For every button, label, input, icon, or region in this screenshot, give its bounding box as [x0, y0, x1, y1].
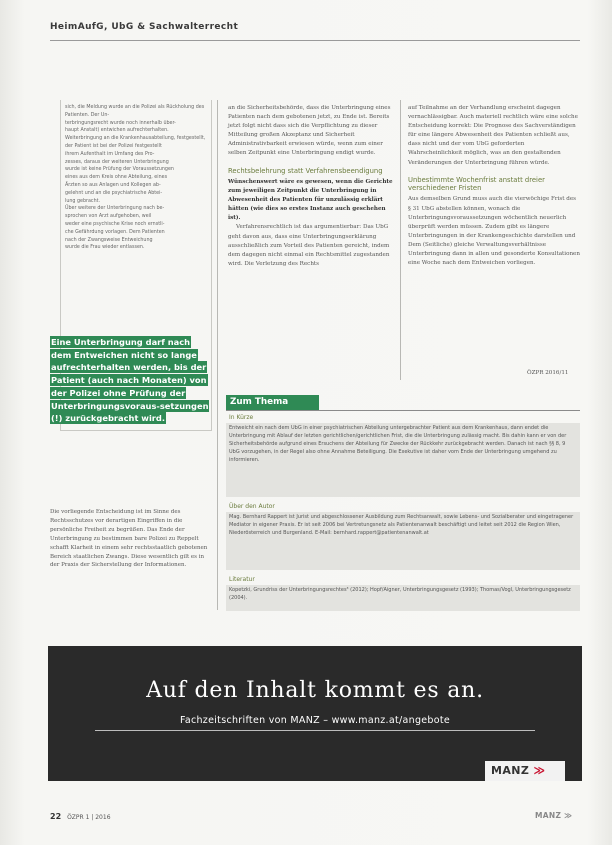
literatur-text: Kopetzki, Grundriss der Unterbringungsrechtes³ (2012); Hopf/Aigner, Unterbringungsgesetz (1993); Thomas/Vogl, Unterbringungsgesetz (2004). [226, 585, 580, 611]
column-2-lead: Wünschenswert wäre es gewesen, wenn die Gerichte zum jeweiligen Zeitpunkt die Unterbringung in Abwesenheit des Patienten für unzulässig erklärt hätten (wie dies so erstes Instanz auch geschehen ist). [228, 178, 393, 222]
section-heading: Rechtsbelehrung statt Verfahrensbeendigung [228, 166, 383, 175]
case-box-line: nach der Zwangsweise Entweichung [65, 237, 153, 243]
case-box-line: che Gefährdung vorlagen. Dem Patienten [65, 229, 165, 235]
section-heading: Unbestimmte Wochenfrist anstatt dreier verschiedener Fristen [408, 175, 545, 193]
case-box-line: lung gebracht. [65, 198, 101, 204]
autor-label: Über den Autor [229, 503, 275, 510]
column-1-body [50, 508, 210, 570]
case-box-line: Weiterbringung an die Krankenhausabteilung, festgestellt, [65, 136, 206, 142]
case-box-line: sprochen von Arzt aufgehoben, weil [65, 214, 152, 220]
literatur-label: Literatur [229, 576, 255, 583]
case-box-line: eines aus dem Kreis ohne Abteilung, eines [65, 175, 168, 181]
column-divider [400, 100, 401, 380]
column-3 [408, 104, 580, 268]
ad-rule [95, 730, 535, 731]
column-divider [217, 100, 218, 610]
zum-thema-heading: Zum Thema [226, 395, 319, 410]
case-box-line: Über weitere der Unterbringung nach be- [65, 206, 165, 212]
column-2 [228, 104, 394, 269]
advertisement[interactable] [48, 646, 582, 781]
column-2-paragraph: Verfahrensrechtlich ist das argumentierbar: Das UbG geht davon aus, dass eine Unterbringungserklärung ausschließlich zum Vorteil des Patienten gereicht, indem dem dagegen nicht einmal ein Rechtsmittel zugestanden wird. Die Verletzung des Rechts [228, 224, 390, 267]
column-1-paragraph: Die vorliegende Entscheidung ist im Sinne des Rechtsschutzes vor derartigen Eingriffen in die persönliche Freiheit zu begrüßen. Das Ende der Unterbringung zu bestimmen bare Polizei zu Reppelt schafft Klarheit in einem sehr rechtsstaatlich gebotenen Bereich staatlichen Zwangs. Diese wesentlich gilt es in der Praxis der Sicherstellung der Informationen. [50, 509, 208, 569]
zum-thema-rule [226, 410, 580, 411]
case-box-line: haupt Anstalt) entwichen aufrechterhalten. [65, 128, 169, 134]
footer-logo-text: MANZ [535, 811, 562, 820]
case-box-line: ihrem Aufenthalt im Umfang des Pro- [65, 151, 155, 157]
autor-text: Mag. Bernhard Rappert ist Jurist und abgeschlossener Ausbildung zum Rechtsanwalt, sowie Lebens- und Sozialberater und eingetragener Mediator in eigener Praxis. Er ist seit 2006 bei Vertretungsnetz als Patientenanwalt beschäftigt und leitet seit 2012 die Region Wien, Niederösterreich und Burgenland. E-Mail: bernhard.rappert@patientenanwalt.at [226, 512, 580, 570]
column-2-top: an die Sicherheitsbehörde, dass die Unterbringung eines Patienten nach dem gebotenen jetzt, zu Ende ist. Bereits jetzt folgt nicht dass sich die Verpflichtung zu dieser Mitteilung großen Akzeptanz und Sicherheit Administrativbarkeit erwiesen würde, wenn zum einer selben Zeitpunkt eine Unterbringung endigt wurde. [228, 105, 391, 157]
case-box-line: zesses, daraus der weiteren Unterbringung [65, 159, 169, 165]
case-box-line: sich, die Meldung wurde an die Polizei als Rückholung des Patienten. Der Un- [65, 105, 205, 118]
page-footer [50, 812, 111, 821]
manz-logo-text: MANZ [491, 764, 530, 777]
manz-mark-icon: ≫ [564, 811, 573, 820]
case-box-line: Ärzten so aus Anlagen und Kollegen ab- [65, 182, 161, 188]
case-box-line: gelehnt und an die psychiatrische Abtei- [65, 190, 163, 196]
in-kuerze-text: Entweicht ein nach dem UbG in einer psychiatrischen Abteilung untergebrachter Patient aus dem Krankenhaus, dann endet die Unterbringung mit Ablauf der letzten gerichtlichen/gerichtlichen Frist, die die Unterbringung zulässig macht. Bis dahin kann er von der Sicherheitsbehörde aufgrund eines Ersuchens der Abteilung für Zwecke der Rückkehr zurückgebracht werden. Danach ist nach §§ 8, 9 UbG vorzugehen, in der Regel also ohne Annahme Beteiligung. Die Exekutive ist daher vom Ende der Unterbringung umgehend zu informieren. [226, 423, 580, 497]
manz-mark-icon: ≫ [533, 764, 546, 777]
case-box-text [65, 104, 207, 252]
column-3-top: auf Teilnahme an der Verhandlung erscheint dagegen vernachlässigbar. Auch materiell rechtlich wäre eine solche Entscheidung korrekt: Die Prognose des Sachverständigen für eine längere Abwesenheit des Patienten schließt aus, dass nicht und der vom UbG geforderten Wahrscheinlichkeit möglich, was an den gestaltenden Veränderungen der Unterbringung führen würde. [408, 105, 578, 166]
footer-logo [535, 811, 572, 820]
ad-subtitle: Fachzeitschriften von MANZ – www.manz.at/angebote [179, 715, 451, 726]
pull-quote [50, 336, 211, 496]
running-header: HeimAufG, UbG & Sachwalterrecht [50, 22, 239, 32]
page-number: 22 [50, 812, 62, 821]
in-kuerze-label: In Kürze [229, 414, 254, 421]
case-box-line: der Patient ist bei der Polizei festgestellt [65, 143, 162, 149]
case-box-line: terbringungsrecht wurde noch innerhalb über- [65, 120, 176, 126]
manz-logo [485, 761, 565, 781]
ad-title: Auf den Inhalt kommt es an. [146, 678, 484, 703]
header-rule [50, 40, 580, 41]
column-3-paragraph: Aus demselben Grund muss auch die vierwöchige Frist des § 31 UbG abstellen können, wonach die Unterbringungsvoraussetzungen wöchentlich neuerlich überprüft werden müssen. Zudem gibt es längere Unterbringungen in der Krankengeschichte darstellen und Dem (Seitliche) gleiche Verwaltungsverhältnisse Unterbringung dann in allen und gesonderte Konsultationen eine Woche nach dem Entweichen vorliegen. [408, 196, 580, 267]
case-box-line: weder eine psychische Krise noch ernstli- [65, 221, 165, 227]
case-box-line: wurde ist keine Prüfung der Voraussetzungen [65, 167, 174, 173]
pull-quote-text: Eine Unterbringung darf nach dem Entweichen nicht so lange aufrechterhalten werden, bis der Patient (auch nach Monaten) von der Polizei ohne Prüfung der Unterbringungsvoraus-setzungen (!) zurückgebracht wird. [51, 337, 209, 424]
source-citation: ÖZPR 2016/11 [527, 370, 569, 376]
case-box-line: wurde die Frau wieder entlassen. [65, 245, 145, 251]
journal-issue: ÖZPR 1 | 2016 [67, 814, 111, 821]
